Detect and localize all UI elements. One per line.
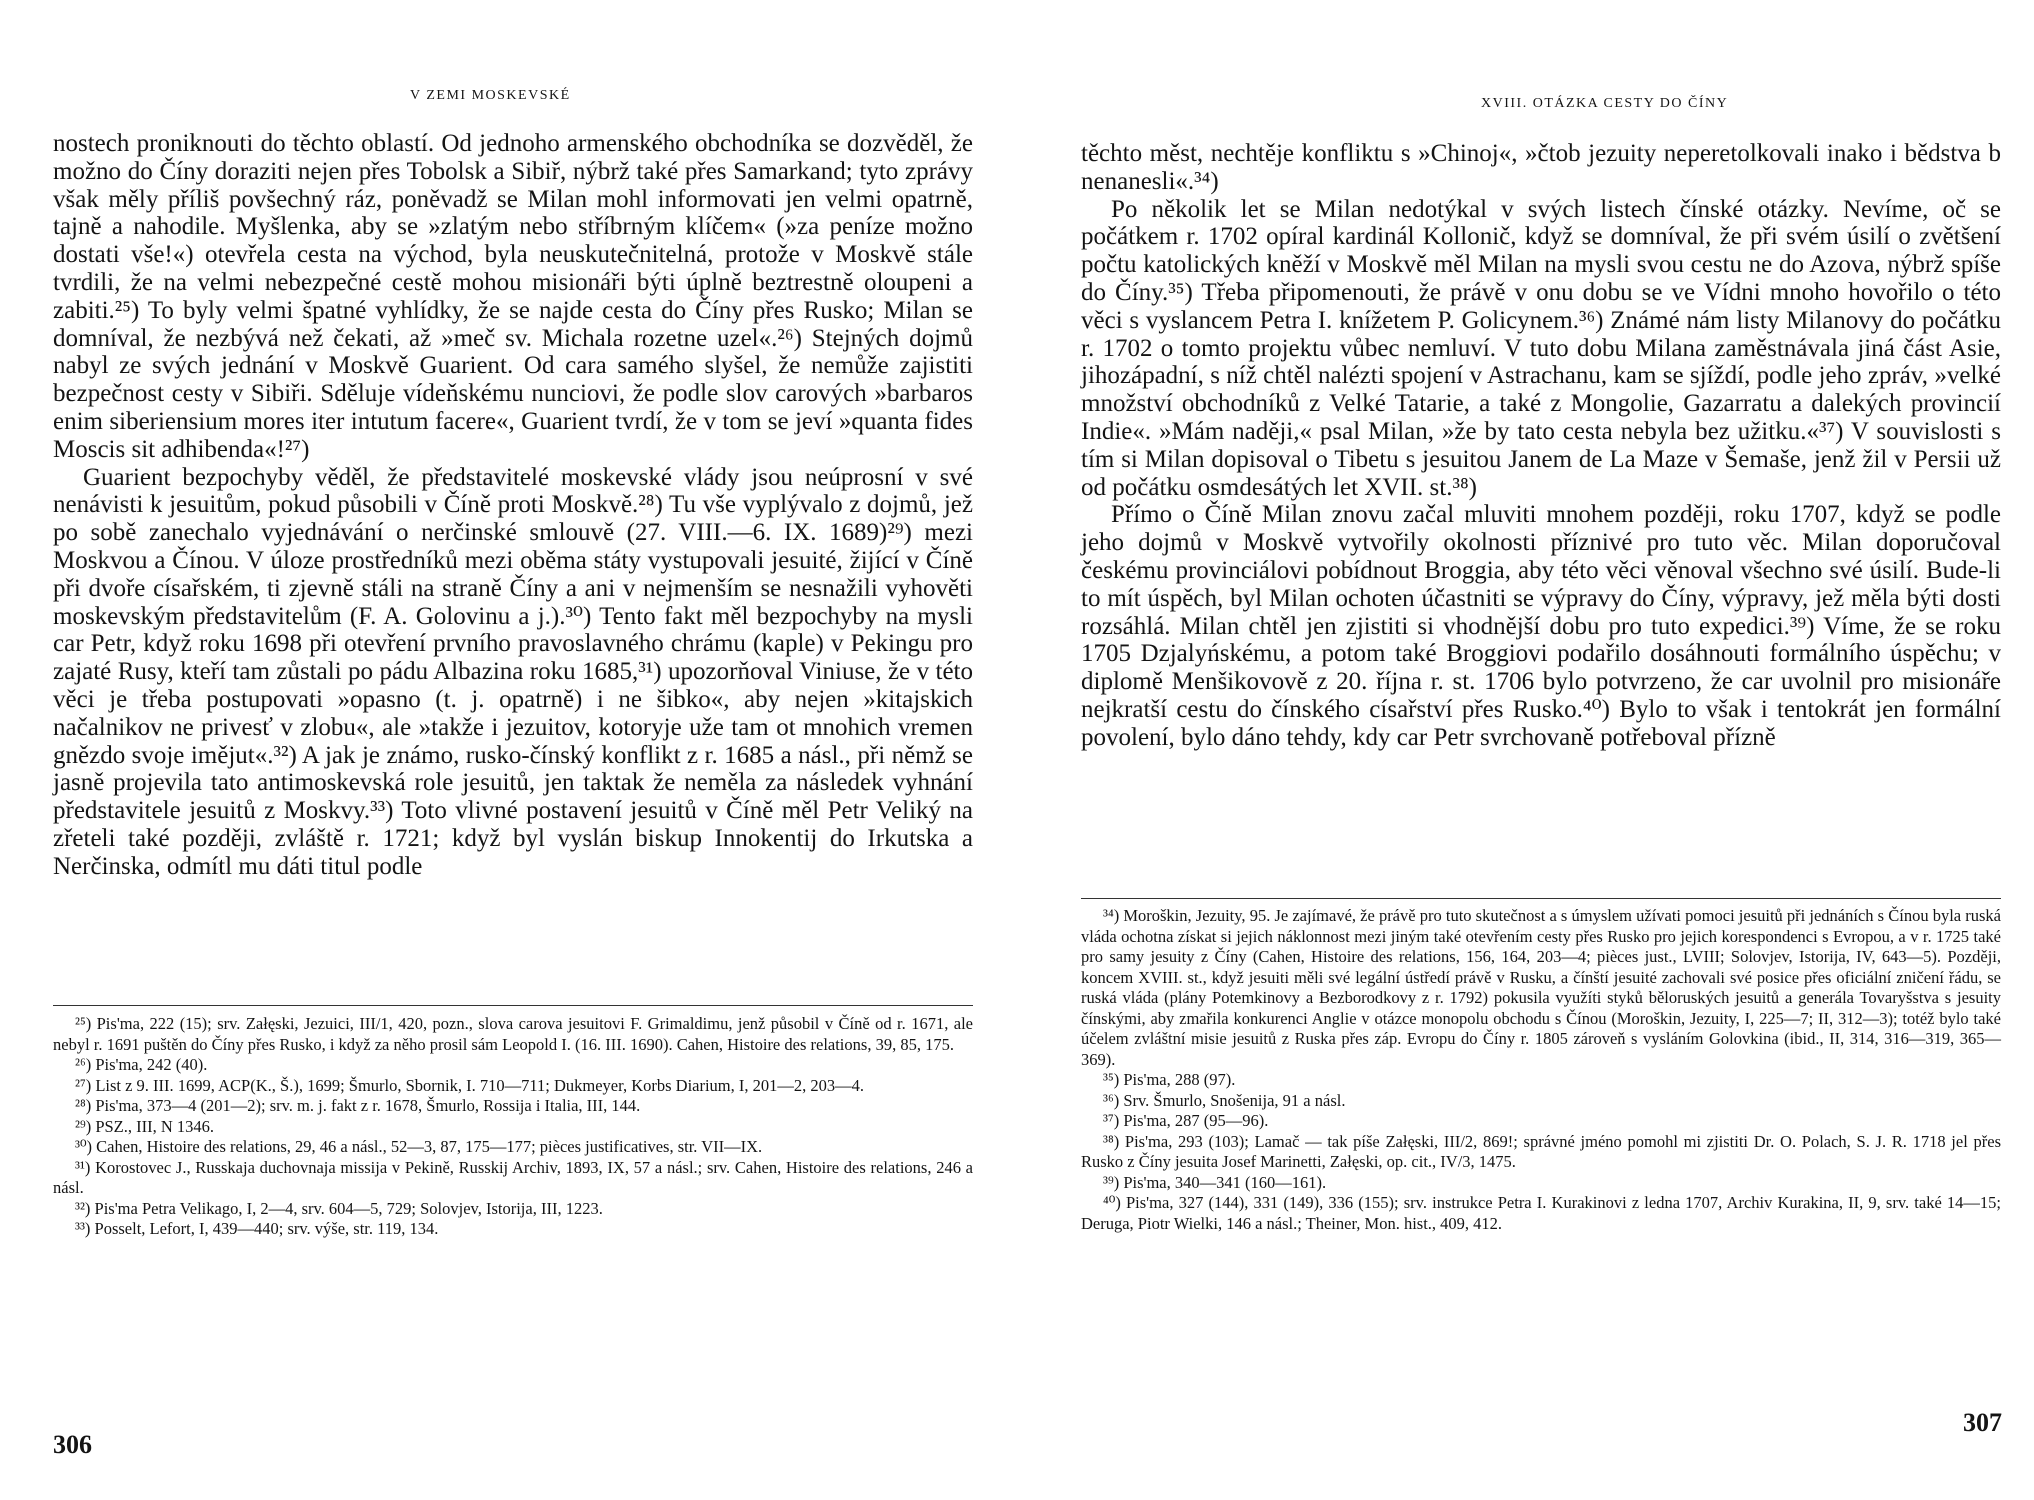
footnote: ²⁶) Pis'ma, 242 (40). [75,1055,208,1074]
footnote: ³¹) Korostovec J., Russkaja duchovnaja missija v Pekině, Russkij Archiv, 1893, IX, 57 a násl.; srv. Cahen, Histoire des relations, 246 a násl. [53,1157,973,1197]
paragraph: Guarient bezpochyby věděl, že představitelé moskevské vlády jsou neúprosní v své nenávisti k jesuitům, pokud působili v Číně proti Moskvě.²⁸) Tu vše vyplývalo z dojmů, jež po sobě zanechalo vyjednávání o nerčinské smlouvě (27. VIII.—6. IX. 1689)²⁹) mezi Moskvou a Čínou. V úloze prostředníků mezi oběma státy vystupovali jesuité, žijící v Číně při dvoře císařském, ti zjevně stáli na straně Číny a ani v nejmenším se nesnažili vyhověti moskevským představitelům (F. A. Golovinu a j.).³⁰) Tento fakt měl bezpochyby na mysli car Petr, když roku 1698 při otevření prvního pravoslavného chrámu (kaple) v Pekingu pro zajaté Rusy, kteří tam zůstali po pádu Albazina roku 1685,³¹) upozorňoval Viniuse, že v této věci je třeba postupovati »opasno (t. j. opatrně) i ne šibko«, aby nejen »kitajskich načalnikov ne privesť v zlobu«, ale »takže i jezuitov, kotoryje uže tam ot mnohich vremen gnězdo svoje iměјut«.³²) A jak je známo, rusko-čínský konflikt z r. 1685 a násl., při němž se jasně projevila tato antimoskevská role jesuitů, jen taktak že neměla za následek vyhnání představitele jesuitů z Moskvy.³³) Toto vlivné postavení jesuitů v Číně měl Petr Veliký na zřeteli také později, zvláště r. 1721; když byl vyslán biskup Innokentij do Irkutska a Nerčinska, odmítl mu dáti titul podle [53,463,973,880]
right-page [1017,0,2034,1500]
footnote: ³⁶) Srv. Šmurlo, Snošenija, 91 a násl. [1103,1090,1346,1110]
footnote: ²⁵) Pis'ma, 222 (15); srv. Załęski, Jezuici, III/1, 420, pozn., slova carova jesuitovi F. Grimaldimu, jenž působil v Číně od r. 1671, ale nebyl r. 1691 puštěn do Číny přes Rusko, i když za něho prosil sám Leopold I. (16. III. 1690). Cahen, Histoire des relations, 39, 85, 175. [53,1014,973,1054]
running-header: V ZEMI MOSKEVSKÉ [410,88,571,103]
page-number: 306 [53,1430,92,1459]
footnote: ²⁷) List z 9. III. 1699, ACP(K., Š.), 1699; Šmurlo, Sbornik, I. 710—711; Dukmeyer, Korbs Diarium, I, 201—2, 203—4. [75,1075,865,1095]
paragraph: nostech proniknouti do těchto oblastí. Od jednoho armenského obchodníka se dozvěděl, že možno do Číny doraziti nejen přes Tobolsk a Sibiř, nýbrž také přes Samarkand; tyto zprávy však měly příliš povšechný ráz, poněvadž se Milan mohl informovati jen velmi opatrně, tajně a nahodile. Myšlenka, aby se »zlatým nebo stříbrným klíčem« (»za peníze možno dostati vše!«) otevřela cesta na východ, byla neuskutečnitelná, protože v Moskvě stále tvrdili, že na velmi nebezpečné cestě mohou misionáři býti úplně beztrestně oloupeni a zabiti.²⁵) To byly velmi špatné vyhlídky, že se najde cesta do Číny přes Rusko; Milan se domníval, že nezbývá než čekati, až »meč sv. Michala rozetne uzel«.²⁶) Stejných dojmů nabyl ze svých jednání v Moskvě Guarient. Od cara samého slyšel, že nemůže zajistiti bezpečnost cesty v Sibiři. Sděluje vídeňskému nunciovi, že podle slov carových »barbaros enim siberiensium mores iter intutum facere«, Guarient tvrdí, že v tom se jeví »quanta fides Moscis sit adhibenda«!²⁷) [53,130,973,463]
page-number: 307 [1963,1408,2002,1437]
footnote-divider [53,1005,973,1006]
footnote: ³⁷) Pis'ma, 287 (95—96). [1103,1111,1269,1130]
footnote: ²⁸) Pis'ma, 373—4 (201—2); srv. m. j. fakt z r. 1678, Šmurlo, Rossija i Italia, III, 144. [75,1096,641,1115]
footnote-divider [1081,898,2001,899]
footnote: ³³) Posselt, Lefort, I, 439—440; srv. výše, str. 119, 134. [75,1219,439,1238]
body-text [1081,140,2001,752]
body-text [53,130,973,881]
footnote: ³⁸) Pis'ma, 293 (103); Lamač — tak píše Załęski, III/2, 869!; správné jméno pomohl mi zjistiti Dr. O. Polach, S. J. R. 1718 jel přes Rusko z Číny jesuita Josef Marinetti, Załęski, op. cit., IV/3, 1475. [1081,1131,2001,1171]
footnote: ⁴⁰) Pis'ma, 327 (144), 331 (149), 336 (155); srv. instrukce Petra I. Kurakinovi z ledna 1707, Archiv Kurakina, II, 9, srv. také 14—15; Deruga, Piotr Wielki, 146 a násl.; Theiner, Mon. hist., 409, 412. [1081,1193,2001,1233]
footnote: ³²) Pis'ma Petra Velikago, I, 2—4, srv. 604—5, 729; Solovjev, Istorija, III, 1223. [75,1198,603,1218]
footnote: ²⁹) PSZ., III, N 1346. [75,1116,215,1136]
footnote: ³⁹) Pis'ma, 340—341 (160—161). [1103,1172,1327,1192]
footnote: ³⁵) Pis'ma, 288 (97). [1103,1070,1236,1089]
running-header: XVIII. OTÁZKA CESTY DO ČÍNY [1481,96,1729,111]
paragraph: těchto měst, nechtěje konfliktu s »Chinoj«, »čtob jezuity neperetolkovali inako i bědstva b nenanesli«.³⁴) [1081,140,2001,195]
footnotes [1081,906,2001,1234]
paragraph: Po několik let se Milan nedotýkal v svých listech čínské otázky. Nevíme, oč se počátkem r. 1702 opíral kardinál Kollonič, když se domníval, že při svém úsilí o zvětšení počtu katolických kněží v Moskvě měl Milan na mysli svou cestu ne do Azova, nýbrž spíše do Číny.³⁵) Třeba připomenouti, že právě v onu dobu se ve Vídni mnoho hovořilo o této věci s vyslancem Petra I. knížetem P. Golicynem.³⁶) Známé nám listy Milanovy do počátku r. 1702 o tomto projektu vůbec nemluví. V tuto dobu Milana zaměstnávala jiná část Asie, jihozápadní, s níž chtěl nalézti spojení v Astrachanu, kam se sjíždí, podle jeho zpráv, »velké množství obchodníků z Velké Tatarie, a také z Mongolie, Gazarratu a dalekých provincií Indie«. »Mám naději,« psal Milan, »že by tato cesta nebyla bez užitku.«³⁷) V souvislosti s tím si Milan dopisoval o Tibetu s jesuitou Janem de La Maze v Šemaše, jenž žil v Persii už od počátku osmdesátých let XVII. st.³⁸) [1081,195,2001,501]
paragraph: Přímo o Číně Milan znovu začal mluviti mnohem později, roku 1707, když se podle jeho dojmů v Moskvě vytvořily okolnosti příznivé pro tuto věc. Milan doporučoval českému provinciálovi pobídnout Broggia, aby této věci věnoval všechno své úsilí. Bude-li to mít úspěch, byl Milan ochoten účastniti se výpravy do Číny, výpravy, jež měla býti dosti rozsáhlá. Milan chtěl jen zjistiti si vhodnější dobu pro tuto expedici.³⁹) Víme, že se roku 1705 Dzjalyńskému, a potom také Broggiovi podařilo dosáhnouti formálního úspěchu; v diplomě Menšikovově z 20. října r. st. 1706 bylo potvrzeno, že car uvolnil pro misionáře nejkratší cestu do čínského císařství přes Rusko.⁴⁰) Bylo to však i tentokrát jen formální povolení, bylo dáno tehdy, kdy car Petr svrchovaně potřeboval přízně [1081,501,2001,751]
footnote: ³⁰) Cahen, Histoire des relations, 29, 46 a násl., 52—3, 87, 175—177; pièces justificatives, str. VII—IX. [75,1137,763,1156]
footnote: ³⁴) Moroškin, Jezuity, 95. Je zajímavé, že právě pro tuto skutečnost a s úmyslem užívati pomoci jesuitů při jednáních s Čínou byla ruská vláda ochotna získat si jejich náklonnost mezi jiným také otevřením cesty přes Rusko pro jejich korespondenci s Evropou, a v r. 1725 také pro samy jesuity z Číny (Cahen, Histoire des relations, 156, 164, 203—4; pièces just., LVIII; Solovjev, Istorija, IV, 643—5). Později, koncem XVIII. st., když jesuiti měli své legální ústředí právě v Rusku, a čínští jesuité zachovali své posice přes oficiální zničení řádu, se ruská vláda (plány Potemkinovy a Bezborodkovy z r. 1792) pokusila využíti styků běloruských jesuitů a generála Tovaryšstva s jesuity čínskými, aby zmařila konkurenci Anglie v otázce monopolu obchodu s Čínou (Moroškin, Jezuity, I, 225—7; II, 312—3); totéž bylo také účelem zvláštní misie jesuitů z Ruska přes záp. Evropu do Číny r. 1805 zároveň s vysláním Golovkina (ibid., II, 314, 316—319, 365—369). [1081,906,2001,1069]
footnotes [53,1014,973,1240]
